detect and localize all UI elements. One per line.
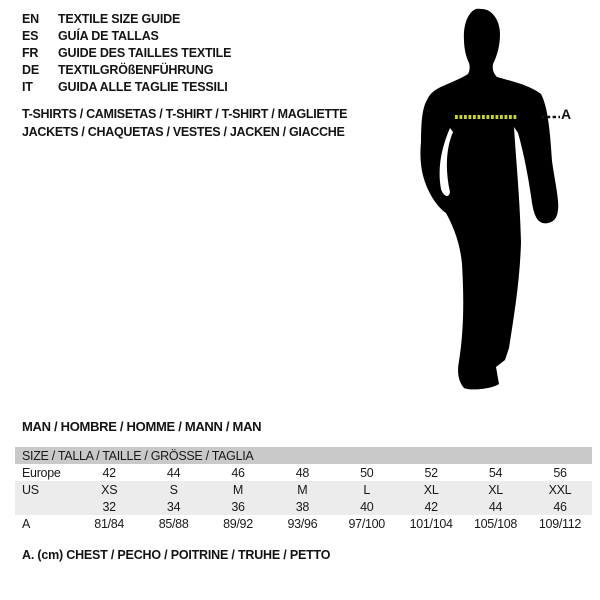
- table-cell: 85/88: [158, 516, 189, 531]
- table-cell: 54: [488, 465, 503, 480]
- language-code: EN: [22, 12, 39, 26]
- size-table: [15, 447, 592, 532]
- garment-categories: [22, 105, 347, 141]
- language-title: TEXTILGRÖßENFÜHRUNG: [58, 63, 214, 77]
- man-silhouette-figure: [395, 5, 580, 395]
- table-cell: L: [363, 482, 371, 497]
- table-cell: 34: [166, 499, 181, 514]
- table-cell: 109/112: [538, 516, 582, 531]
- table-cell: 38: [295, 499, 310, 514]
- language-title: TEXTILE SIZE GUIDE: [58, 12, 181, 26]
- table-cell: 56: [553, 465, 567, 480]
- language-code: ES: [22, 29, 39, 43]
- language-row-it: [22, 79, 231, 96]
- table-row-numeric: [15, 498, 592, 515]
- row-label: Europe: [22, 465, 61, 480]
- language-list: [22, 11, 231, 96]
- size-table-header-row: [15, 447, 592, 464]
- language-code: IT: [22, 80, 33, 94]
- table-cell: S: [169, 482, 178, 497]
- table-cell: 81/84: [94, 516, 125, 531]
- row-label: A: [22, 516, 31, 531]
- table-cell: 97/100: [348, 516, 385, 531]
- table-cell: M: [232, 482, 244, 497]
- category-tshirts: T-SHIRTS / CAMISETAS / T-SHIRT / T-SHIRT / MAGLIETTE: [22, 107, 348, 121]
- man-silhouette: [420, 9, 558, 390]
- table-cell: 50: [360, 465, 374, 480]
- table-cell: 36: [231, 499, 245, 514]
- size-table-header: SIZE / TALLA / TAILLE / GRÖSSE / TAGLIA: [15, 447, 592, 464]
- language-code: DE: [22, 63, 39, 77]
- table-cell: 89/92: [223, 516, 253, 531]
- table-cell: 44: [166, 465, 181, 480]
- language-row-de: [22, 62, 231, 79]
- table-cell: XXL: [548, 482, 572, 497]
- table-cell: 52: [424, 465, 438, 480]
- table-cell: 42: [102, 465, 116, 480]
- language-row-es: [22, 28, 231, 45]
- language-title: GUIDA ALLE TAGLIE TESSILI: [58, 80, 228, 94]
- section-title-man: MAN / HOMBRE / HOMME / MANN / MAN: [22, 419, 262, 434]
- table-cell: 48: [295, 465, 310, 480]
- measure-label-a: A: [561, 106, 572, 122]
- measure-footnote: A. (cm) CHEST / PECHO / POITRINE / TRUHE / PETTO: [22, 548, 331, 562]
- table-row-us: [15, 481, 592, 498]
- table-row-europe: [15, 464, 592, 481]
- table-row-chest-a: [15, 515, 592, 532]
- language-row-en: [22, 11, 231, 28]
- table-cell: M: [297, 482, 308, 497]
- table-cell: XL: [423, 482, 439, 497]
- language-title: GUIDE DES TAILLES TEXTILE: [58, 46, 232, 60]
- category-jackets: JACKETS / CHAQUETAS / VESTES / JACKEN / GIACCHE: [22, 125, 345, 139]
- row-label: [15, 498, 77, 515]
- table-cell: 46: [231, 465, 245, 480]
- table-cell: 105/108: [473, 516, 518, 531]
- language-row-fr: [22, 45, 231, 62]
- table-cell: 40: [360, 499, 374, 514]
- table-cell: 32: [102, 499, 116, 514]
- table-cell: 42: [424, 499, 438, 514]
- table-cell: 44: [488, 499, 503, 514]
- table-cell: 93/96: [287, 516, 318, 531]
- language-code: FR: [22, 46, 39, 60]
- table-cell: 46: [553, 499, 567, 514]
- table-cell: XS: [101, 482, 118, 497]
- table-cell: 101/104: [409, 516, 453, 531]
- table-cell: XL: [488, 482, 503, 497]
- language-title: GUÍA DE TALLAS: [58, 29, 159, 43]
- row-label: US: [22, 482, 39, 497]
